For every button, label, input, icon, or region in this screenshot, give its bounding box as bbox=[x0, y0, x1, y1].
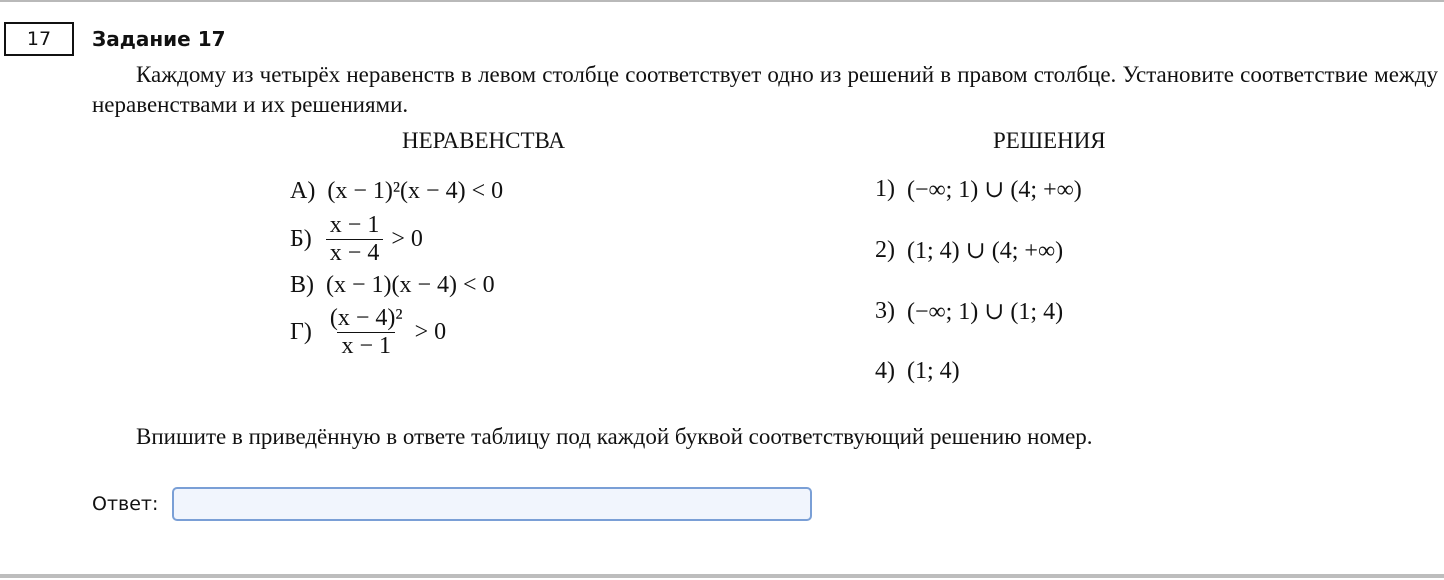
solution-expression: (−∞; 1) ∪ (4; +∞) bbox=[907, 177, 1082, 203]
bottom-divider bbox=[0, 574, 1444, 578]
task-number-box: 17 bbox=[4, 22, 74, 56]
solution-expression: (1; 4) bbox=[907, 358, 960, 384]
solution-label: 3) bbox=[875, 298, 895, 324]
fraction-numerator: x − 1 bbox=[329, 212, 380, 238]
fraction-denominator: x − 4 bbox=[326, 239, 384, 267]
inequality-rhs: > 0 bbox=[414, 319, 447, 345]
solutions-header: РЕШЕНИЯ bbox=[993, 128, 1106, 153]
inequality-label: В) bbox=[290, 272, 314, 298]
solution-label: 2) bbox=[875, 237, 895, 263]
answer-label: Ответ: bbox=[92, 493, 159, 515]
inequality-b bbox=[290, 212, 423, 267]
top-divider bbox=[0, 0, 1444, 2]
answer-input[interactable] bbox=[172, 487, 812, 521]
fraction bbox=[326, 305, 407, 360]
inequalities-header: НЕРАВЕНСТВА bbox=[402, 128, 566, 153]
solution-label: 4) bbox=[875, 358, 895, 384]
inequality-label: Г) bbox=[290, 319, 312, 345]
fraction-denominator: x − 1 bbox=[337, 332, 395, 360]
solution-3 bbox=[875, 297, 1063, 326]
solution-expression: (−∞; 1) ∪ (1; 4) bbox=[907, 299, 1064, 325]
inequality-label: А) bbox=[290, 178, 316, 204]
solution-1 bbox=[875, 175, 1082, 204]
solution-2 bbox=[875, 236, 1063, 265]
solution-expression: (1; 4) ∪ (4; +∞) bbox=[907, 238, 1064, 264]
task-title: Задание 17 bbox=[92, 27, 226, 51]
inequality-expression: (x − 1)(x − 4) < 0 bbox=[326, 272, 495, 298]
inequality-label: Б) bbox=[290, 226, 312, 252]
solution-label: 1) bbox=[875, 176, 895, 202]
inequality-rhs: > 0 bbox=[391, 226, 423, 252]
answer-instruction: Впишите в приведённую в ответе таблицу под каждой буквой соответствующий решению номер. bbox=[136, 424, 1093, 449]
fraction-numerator: (x − 4)² bbox=[329, 305, 403, 331]
inequality-v bbox=[290, 272, 495, 299]
task-intro: Каждому из четырёх неравенств в левом столбце соответствует одно из решений в правом столбце. Установите соответствие между неравенствами и их решениями. bbox=[92, 62, 1438, 117]
solution-4 bbox=[875, 358, 960, 385]
inequality-a bbox=[290, 178, 503, 205]
inequality-expression: (x − 1)²(x − 4) < 0 bbox=[327, 178, 504, 204]
inequality-g bbox=[290, 305, 446, 360]
fraction bbox=[326, 212, 384, 267]
